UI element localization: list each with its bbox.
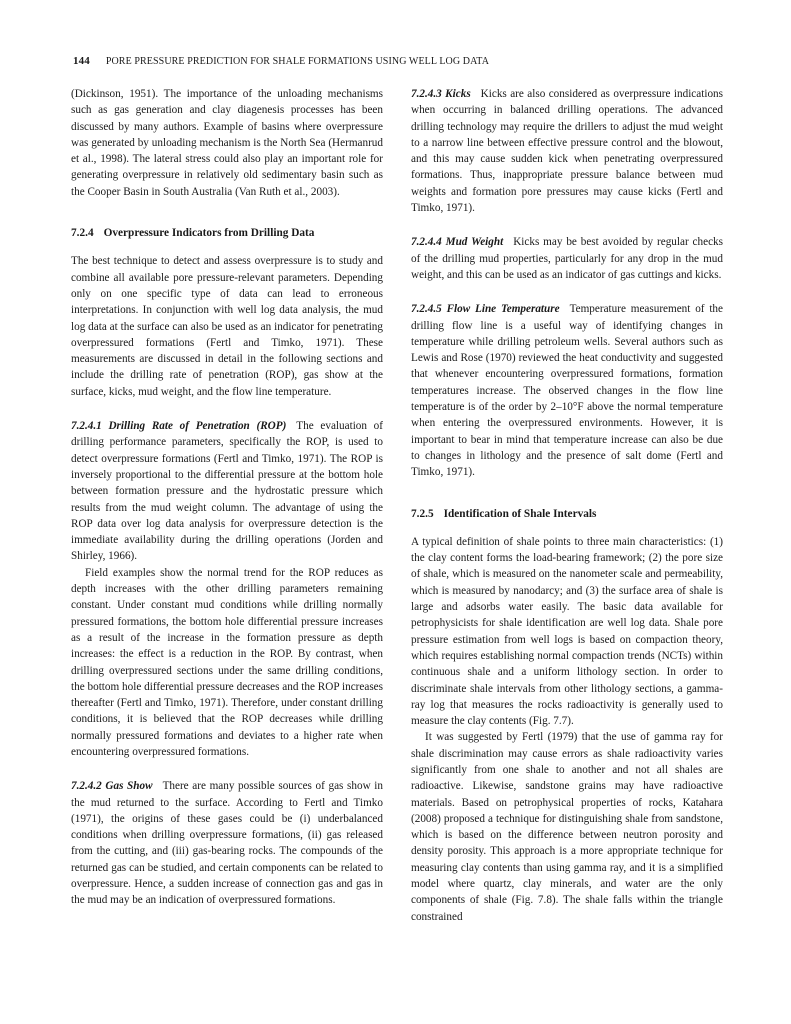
subsection-heading: 7.2.4.3 Kicks	[411, 88, 471, 100]
intro-paragraph: (Dickinson, 1951). The importance of the unloading mechanisms such as gas generation and clay diagenesis processes has been discussed by many authors. Example of basins where overpressure was generated by unloading mechanism is the North Sea (Hermanrud et al., 1998). The lateral stress could also play an important role for generating overpressure in relatively old sedimentary basin such as the Cooper Basin in South Australia (Van Ruth et al., 2003).	[71, 88, 383, 198]
section-7-2-4-paragraph: The best technique to detect and assess overpressure is to study and combine all available pore pressure-relevant parameters. Depending only on one specific type of data can lead to erroneous interpretations. In conjunction with well log data analysis, the mud log data at the surface can also be used as an indicator for penetrating overpressured formations (Fertl and Timko, 1971). These measurements are discussed in detail in the following sections and include the drilling rate of penetration (ROP), gas show at the surface, kicks, mud weight, and the flow line temperature.	[71, 255, 383, 398]
section-7-2-5-paragraph-2: It was suggested by Fertl (1979) that the use of gamma ray for shale discrimination may cause errors as shale radioactivity varies significantly from one shale to another and not all shales are radioactive. Likewise, sandstone grains may have radioactive materials. Based on petrophysical properties of rocks, Katahara (2008) proposed a technique for distinguishing shale from sandstone, which is based on the difference between neutron porosity and density porosity. This approach is a more appropriate technique for measuring clay contents than using gamma ray, and it is a simplified model where quartz, clay minerals, and water are the only components of shale (Fig. 7.8). The shale falls within the triangle constrained	[411, 731, 723, 923]
section-7-2-5-paragraph: A typical definition of shale points to three main characteristics: (1) the clay content forms the load-bearing framework; (2) the pore size of shale, which is measured on the nanometer scale and permeability, which is measured by nanodarcy; and (3) the surface area of shale is large and adsorbs water easily. The basic data available for petrophysicists for shale identification are well log data. Shale pore pressure estimation from well logs is based on compaction theory, which requires establishing normal compaction trends (NCTs) within continuous shale and a uniform lithology section. In order to discriminate shale intervals from other lithology sections, a gamma-ray log that measures the rocks radioactivity is generally used to measure the clay contents (Fig. 7.7).	[411, 535, 723, 728]
subsection-heading: 7.2.4.2 Gas Show	[71, 780, 153, 793]
left-column	[71, 86, 383, 909]
running-title: PORE PRESSURE PREDICTION FOR SHALE FORMATIONS USING WELL LOG DATA	[105, 56, 490, 67]
right-column	[411, 86, 723, 925]
subsection-heading: 7.2.4.1 Drilling Rate of Penetration (ROP)	[71, 420, 287, 433]
running-header	[73, 55, 489, 67]
subsection-7-2-4-3: 7.2.4.3 Kicks Kicks are also considered as overpressure indications when occurring in balanced drilling operations. The advanced drilling technology may require the drillers to adjust the mud weight to a narrow line between effective pressure control and the blowout, and this may cause sudden kick when penetrating overpressured formations. Thus, inappropriate pressure balance between mud weights and formation pore pressures may cause kicks (Fertl and Timko, 1971).	[411, 88, 723, 215]
subsection-7-2-4-4: 7.2.4.4 Mud Weight Kicks may be best avoided by regular checks of the drilling mud properties, particularly for any drop in the mud weight, and this can be used as an indicator of gas cuttings and kicks.	[411, 236, 723, 281]
subsection-7-2-4-1-paragraph-2: Field examples show the normal trend for the ROP reduces as depth increases with the other drilling parameters remaining constant. Under constant mud conditions while drilling normally pressured formations, the bottom hole differential pressure increases as a result of the increase in the formation pressure as depth increases: the effect is a reduction in the ROP. By contrast, when drilling overpressured sections under the same drilling conditions, the bottom hole differential pressure decreases and the ROP increases thereafter (Fertl and Timko, 1971). Therefore, under constant drilling conditions, it is believed that the ROP decreases while drilling normally pressured formations and deviates to a higher rate when encountering overpressured formations.	[71, 566, 383, 758]
subsection-heading: 7.2.4.5 Flow Line Temperature	[411, 303, 560, 316]
subsection-heading: 7.2.4.4 Mud Weight	[411, 236, 504, 249]
subsection-7-2-4-2: 7.2.4.2 Gas Show There are many possible sources of gas show in the mud returned to the surface. According to Fertl and Timko (1971), the origins of these gases could be (i) underbalanced conditions when drilling overpressure formations, (ii) gas released from the cutting, and (iii) gas-bearing rocks. The compounds of the returned gas can be studied, and certain components can be related to overpressure. Hence, a sudden increase of connection gas and gas in the mud may be an indication of overpressured formations.	[71, 780, 383, 907]
subsection-7-2-4-1: 7.2.4.1 Drilling Rate of Penetration (ROP) The evaluation of drilling performance parameters, specifically the ROP, is used to detect overpressure formations (Fertl and Timko, 1971). The ROP is inversely proportional to the differential pressure at the bottom hole between formation pressure and the hydrostatic pressure which results from the mud weight column. The advantage of using the ROP data over log data analysis for overpressure detection is the immediate availability during the drilling operations (Jorden and Shirley, 1966).	[71, 420, 384, 563]
section-heading-7-2-5: 7.2.5 Identification of Shale Intervals	[411, 507, 597, 520]
section-heading-7-2-4: 7.2.4 Overpressure Indicators from Drilling Data	[71, 227, 315, 240]
subsection-7-2-4-5: 7.2.4.5 Flow Line Temperature Temperature measurement of the drilling flow line is a useful way of identifying changes in temperature while drilling petroleum wells. Several authors such as Lewis and Rose (1970) reviewed the heat conductivity and suggested that whenever encountering overpressured formations, formation temperatures increase. The observed changes in the flow line temperature is of the order by 2–10°F above the normal temperature when entering the overpressured environments. However, it is important to bear in mind that temperature increase can also be due to changes in lithology and the presence of salt dome (Fertl and Timko, 1971).	[411, 303, 723, 479]
page-number: 144	[73, 55, 90, 67]
